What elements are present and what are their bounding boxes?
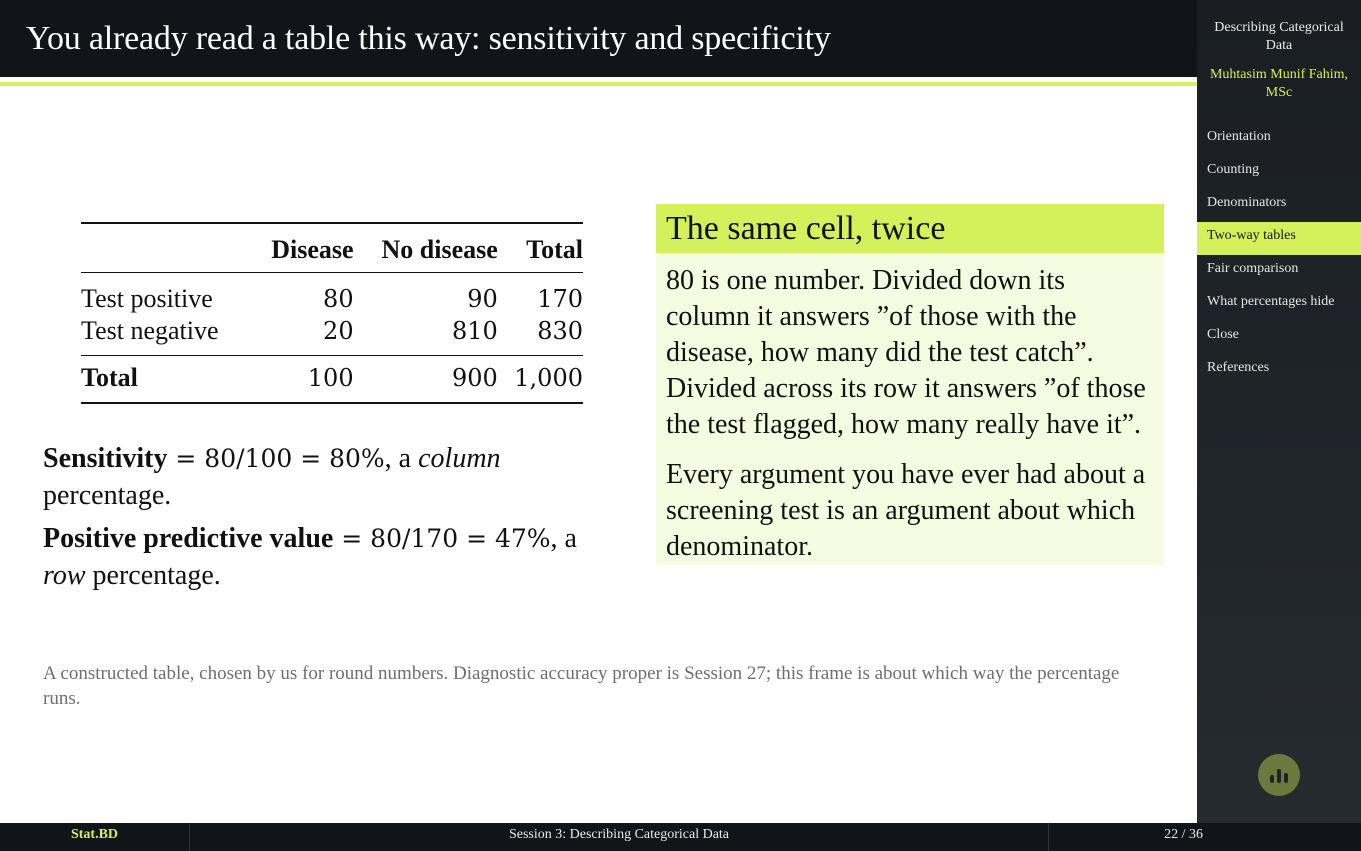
- table-cell: 900: [451, 364, 498, 392]
- sidebar-item-what-percentages-hide[interactable]: What percentages hide: [1207, 294, 1335, 309]
- block-body: [656, 253, 1164, 565]
- table-cell: 20: [323, 317, 354, 345]
- block-paragraph: Every argument you have ever had about a screening test is an argument about which denominator.: [666, 459, 1146, 562]
- ppv-kind: row: [43, 560, 86, 591]
- table-row: [81, 315, 583, 356]
- slide-footer: [0, 823, 1361, 851]
- table-header-cell: No disease: [381, 235, 498, 264]
- footer-page-number: 22 / 36: [1048, 823, 1203, 851]
- sensitivity-connector: , a: [384, 443, 419, 474]
- table-header-cell: [81, 223, 252, 273]
- table-cell: Total: [81, 363, 138, 392]
- table-header-cell: Total: [526, 235, 583, 264]
- sensitivity-formula: = 80/100 = 80%: [167, 444, 385, 473]
- definitions: [43, 440, 603, 600]
- table-cell: 830: [537, 317, 583, 345]
- sidebar-item-counting[interactable]: Counting: [1207, 162, 1260, 177]
- block-paragraph: 80 is one number. Divided down its column it answers ”of those with the disease, how many did the test catch”. Divided across its row it answers ”of those the test flagged, how many really have it”.: [666, 265, 1146, 440]
- table-cell: Test negative: [81, 316, 219, 345]
- ppv-term: Positive predictive value: [43, 523, 334, 554]
- sensitivity-term: Sensitivity: [43, 443, 168, 474]
- sensitivity-definition: [43, 440, 603, 514]
- ppv-definition: [43, 520, 603, 594]
- sidebar-item-fair-comparison[interactable]: Fair comparison: [1207, 261, 1299, 276]
- sensitivity-kind: column: [418, 443, 501, 474]
- sidebar-item-two-way-tables[interactable]: Two-way tables: [1197, 222, 1361, 255]
- ppv-formula: = 80/170 = 47%: [333, 524, 551, 553]
- ppv-end: percentage.: [85, 560, 221, 591]
- table-cell: 80: [323, 285, 354, 313]
- table-cell: 170: [537, 285, 583, 313]
- ppv-connector: , a: [550, 523, 577, 554]
- sidebar-item-orientation[interactable]: Orientation: [1207, 129, 1271, 144]
- footnote: A constructed table, chosen by us for round numbers. Diagnostic accuracy proper is Session 27; this frame is about which way the percentage runs.: [43, 663, 1120, 709]
- sidebar-nav: [1197, 123, 1361, 387]
- contingency-table: [81, 222, 583, 404]
- sidebar-author: Muhtasim Munif Fahim, MSc: [1209, 67, 1349, 100]
- footer-session: Session 3: Describing Categorical Data: [508, 827, 730, 842]
- slide-header: [0, 0, 1197, 77]
- table-cell: 1,000: [514, 364, 583, 392]
- table-cell: 90: [467, 285, 498, 313]
- table-cell: 100: [307, 364, 354, 392]
- header-accent-rule: [0, 82, 1197, 86]
- sidebar-deck-title[interactable]: Describing Categorical Data: [1214, 20, 1344, 53]
- sidebar-item-references[interactable]: References: [1207, 360, 1270, 375]
- slide-title: You already read a table this way: sensitivity and specificity: [26, 20, 831, 57]
- sensitivity-end: percentage.: [43, 480, 172, 511]
- table-cell: Test positive: [81, 284, 213, 313]
- table-header-cell: Disease: [271, 235, 354, 264]
- footer-brand: Stat.BD: [0, 823, 190, 851]
- sidebar-item-denominators[interactable]: Denominators: [1207, 195, 1287, 210]
- block-title: The same cell, twice: [656, 204, 1164, 253]
- table-cell: 810: [451, 317, 498, 345]
- sidebar: [1197, 0, 1361, 851]
- table-total-row: [81, 356, 583, 404]
- sidebar-item-close[interactable]: Close: [1207, 327, 1239, 342]
- table-row: [81, 273, 583, 316]
- chart-logo-icon[interactable]: [1258, 754, 1300, 796]
- highlight-block: [656, 204, 1164, 565]
